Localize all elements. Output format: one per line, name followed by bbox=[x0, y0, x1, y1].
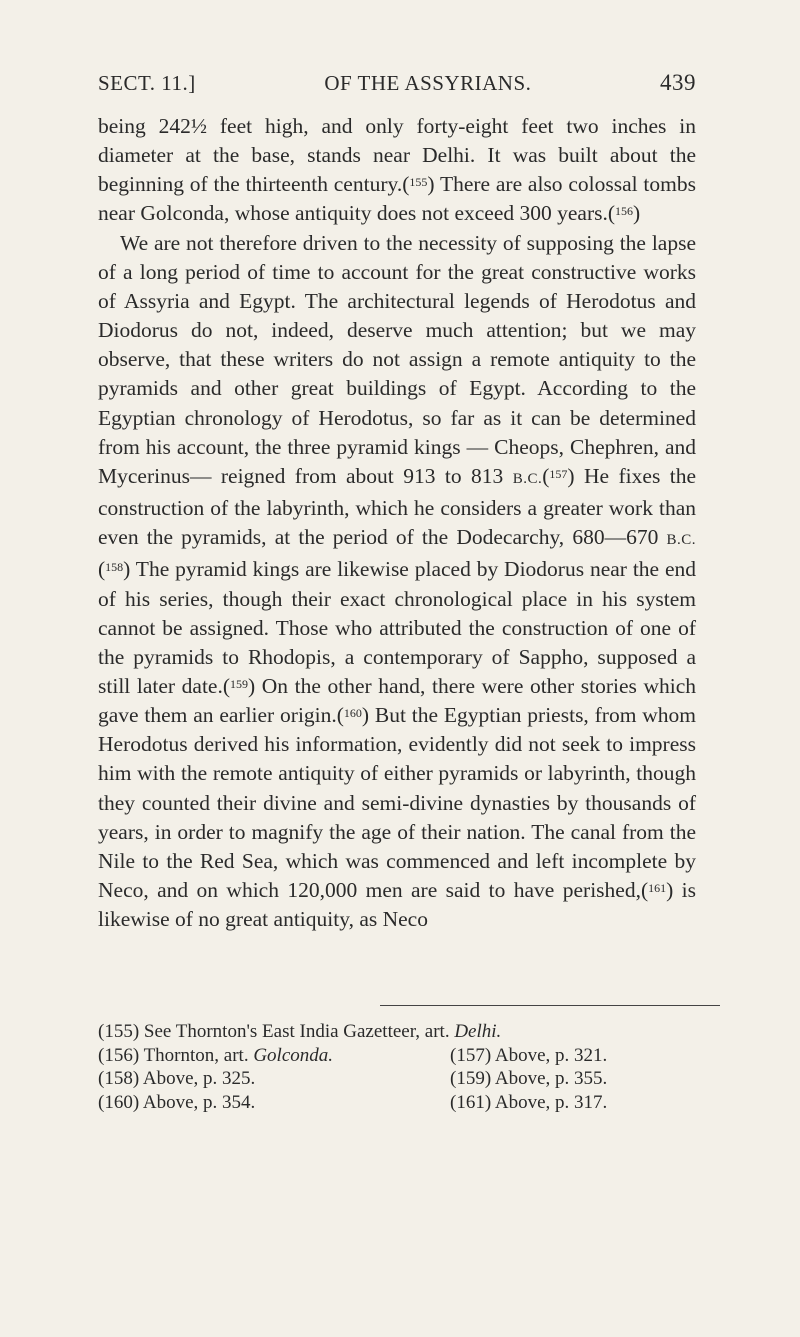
text-run: We are not therefore driven to the necessity of supposing the lapse of a long period of time to account for the great constructive works of Assyria and Egypt. The architectural legends of Herodotus and Diodorus do not, indeed, deserve much attention; but we may observe, that these writers do not assign a remote antiquity to the pyramids and other great buildings of Egypt. According to the Egyptian chronology of Herodotus, so far as it can be determined from his account, the three pyramid kings — Cheops, Chephren, and Mycerinus— reigned from about 913 to 813 bbox=[98, 230, 696, 488]
footnote-159 bbox=[450, 1067, 607, 1091]
footnote-157 bbox=[450, 1044, 607, 1068]
footnote-156 bbox=[98, 1044, 450, 1068]
text-run: ) is likewise of no great antiquity, as Neco bbox=[98, 878, 696, 932]
main-text bbox=[98, 112, 696, 934]
text-run: ( bbox=[542, 463, 550, 488]
footnote-155 bbox=[98, 1020, 501, 1044]
text-run: ) On the other hand, there were other stories which gave them an earlier origin.( bbox=[98, 673, 697, 728]
footnote-161 bbox=[450, 1091, 607, 1115]
footnote-italic: Golconda. bbox=[253, 1044, 334, 1066]
footnote-number: (156) bbox=[98, 1044, 140, 1066]
era-abbrev: B.C. bbox=[512, 470, 543, 487]
footnote-ref-155: 155 bbox=[409, 175, 428, 190]
text-run: ) The pyramid kings are likewise placed by Diodorus near the end of his series, though their exact chronological place in his system cannot be assigned. Those who attributed the construction of one of the pyramids to Rhodopis, a contemporary of Sappho, supposed a still later date.( bbox=[98, 557, 696, 698]
footnote-number: (158) bbox=[98, 1068, 140, 1089]
footnote-text: Thornton, art. bbox=[139, 1044, 254, 1066]
footnote-ref-161: 161 bbox=[648, 881, 667, 896]
footnote-ref-159: 159 bbox=[230, 676, 248, 691]
text-run: ) He fixes the construction of the labyrinth, which he considers a greater work than even the pyramids, at the period of the Dodecarchy, 680—670 bbox=[98, 463, 697, 550]
page-number: 439 bbox=[659, 70, 696, 95]
footnote-row bbox=[98, 1067, 718, 1091]
footnote-text: Above, p. 321. bbox=[491, 1044, 608, 1066]
running-title: OF THE ASSYRIANS. bbox=[324, 71, 532, 95]
footnote-ref-157: 157 bbox=[549, 466, 568, 481]
footnote-text: Above, p. 354. bbox=[139, 1091, 256, 1113]
era-abbrev: B.C. bbox=[666, 532, 696, 549]
footnote-text: Above, p. 355. bbox=[491, 1068, 608, 1089]
footnote-number: (157) bbox=[450, 1044, 492, 1066]
text-run: ( bbox=[98, 557, 106, 582]
section-label: SECT. 11.] bbox=[98, 71, 196, 95]
paragraph-1 bbox=[98, 112, 696, 229]
footnote-number: (160) bbox=[98, 1091, 140, 1113]
footnote-italic: Delhi. bbox=[454, 1021, 502, 1042]
footnote-number: (159) bbox=[450, 1068, 492, 1089]
text-run: being 242½ feet high, and only forty-eight feet two inches in diameter at the base, stands near Delhi. It was built about the beginning of the thirteenth century.( bbox=[98, 114, 696, 197]
paragraph-2 bbox=[98, 229, 696, 935]
text-run: ) But the Egyptian priests, from whom Herodotus derived his information, evidently did not seek to impress him with the remote antiquity of either pyramids or labyrinth, though they counted their divine and semi-divine dynasties by thousands of years, in order to magnify the age of their nation. The canal from the Nile to the Red Sea, which was commenced and left incomplete by Neco, and on which 120,000 men are said to have perished,( bbox=[98, 703, 696, 903]
footnote-ref-158: 158 bbox=[105, 560, 124, 575]
footnote-number: (155) bbox=[98, 1021, 140, 1042]
footnote-row bbox=[98, 1091, 718, 1115]
footnote-text: Above, p. 325. bbox=[139, 1068, 256, 1089]
footnote-ref-156: 156 bbox=[615, 204, 634, 219]
text-run: ) There are also colossal tombs near Golconda, whose antiquity does not exceed 300 years.( bbox=[98, 172, 696, 226]
footnote-text: See Thornton's East India Gazetteer, art. bbox=[139, 1021, 455, 1042]
running-header bbox=[98, 70, 696, 96]
footnote-divider bbox=[380, 1005, 720, 1006]
footnote-158 bbox=[98, 1067, 450, 1091]
footnote-text: Above, p. 317. bbox=[491, 1091, 608, 1113]
footnote-number: (161) bbox=[450, 1091, 492, 1113]
footnote-row bbox=[98, 1044, 718, 1068]
footnote-row bbox=[98, 1020, 718, 1044]
footnote-ref-160: 160 bbox=[343, 706, 362, 721]
footnotes bbox=[98, 1020, 718, 1114]
text-run: ) bbox=[633, 201, 641, 226]
footnote-160 bbox=[98, 1091, 450, 1115]
